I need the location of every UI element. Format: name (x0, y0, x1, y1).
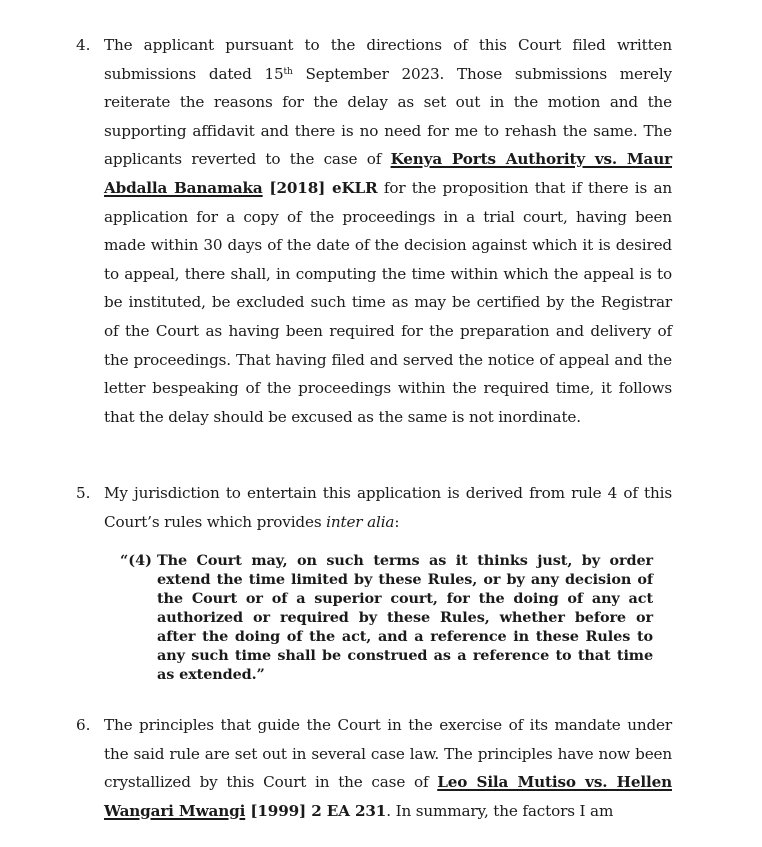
paragraph-6 (76, 711, 672, 825)
latin-phrase: inter alia (326, 512, 395, 531)
quote-text: The Court may, on such terms as it thinks just, by order extend the time limited by these Rules, or by any decision of the Court or of a superior court, for the doing of any act authorized or required by these Rules, whether before or after the doing of the act, and a reference in these Rules to any such time shall be construed as a reference to that time as extended.” (157, 552, 653, 683)
paragraph-number: 6. (76, 716, 91, 734)
paragraph-4 (76, 31, 672, 431)
paragraph-text: The principles that guide the Court in the exercise of its mandate under the said rule are set out in several case law. The principles have now been crystallized by this Court in the case of (104, 716, 672, 792)
paragraph-text: . In summary, the factors I am (386, 801, 614, 820)
paragraph-number: 5. (76, 484, 91, 502)
paragraph-text: : (394, 512, 400, 531)
case-reference: [1999] 2 EA 231 (245, 801, 387, 820)
paragraph-number: 4. (76, 36, 91, 54)
paragraph-text: for the proposition that if there is an application for a copy of the proceedings in a trial court, having been made within 30 days of the date of the decision against which it is desired to appeal, there shall, in computing the time within which the appeal is to be instituted, be excluded such time as may be certified by the Registrar of the Court as having been required for the preparation and delivery of the proceedings. That having filed and served the notice of appeal and the letter bespeaking of the proceedings within the required time, it follows that the delay should be excused as the same is not inordinate. (104, 178, 672, 426)
paragraph-text: My jurisdiction to entertain this application is derived from rule 4 of this Court’s rules which provides (104, 484, 672, 531)
case-citation-leo-sila-mutiso: Leo Sila Mutiso vs. Hellen Wangari Mwangi (104, 773, 672, 820)
rule-4-block-quote (120, 551, 653, 684)
paragraph-text: The applicant pursuant to the directions of this Court filed written submissions dated 15 (104, 36, 672, 83)
paragraph-body (104, 479, 672, 536)
quote-marker: “(4) (120, 552, 152, 569)
paragraph-body (104, 711, 672, 825)
case-reference: [2018] eKLR (262, 178, 378, 197)
paragraph-5 (76, 479, 672, 536)
paragraph-body (104, 31, 672, 431)
ordinal-suffix: th (283, 66, 293, 77)
paragraph-text: September 2023. Those submissions merely reiterate the reasons for the delay as set out in the motion and the supporting affidavit and there is no need for me to rehash the same. The applicants reverted to the case of (104, 64, 672, 169)
case-citation-kenya-ports-authority: Kenya Ports Authority vs. Maur Abdalla Banamaka (104, 150, 672, 197)
